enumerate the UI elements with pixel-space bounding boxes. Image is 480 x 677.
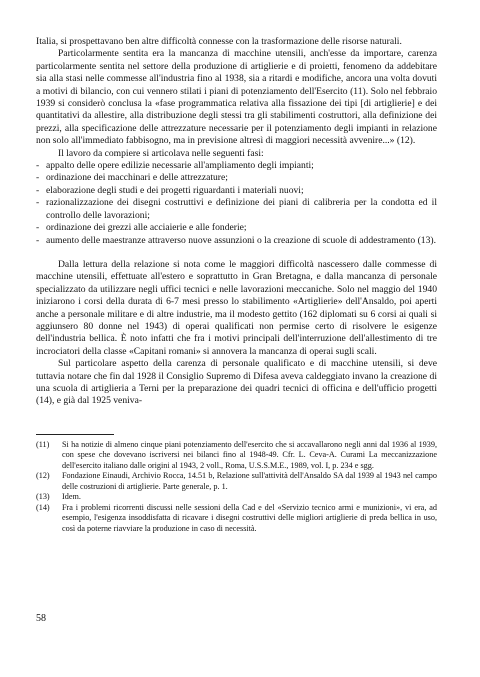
list-item: - ordinazione dei grezzi alle acciaierie e alle fonderie;: [36, 222, 437, 234]
main-text: [36, 36, 437, 408]
list-item: - ordinazione dei macchinari e delle attrezzature;: [36, 172, 437, 184]
footnote-13: [36, 492, 437, 503]
footnote-14: [36, 503, 437, 535]
page-number: 58: [36, 613, 46, 624]
footnote-number: (13): [36, 492, 50, 502]
footnote-divider: [36, 434, 114, 435]
list-item: - elaborazione degli studi e dei progetti riguardanti i materiali nuovi;: [36, 185, 437, 197]
paragraph-3: Il lavoro da compiere si articolava nelle seguenti fasi:: [58, 147, 264, 159]
footnote-text: Idem.: [62, 492, 81, 502]
list-item: - appalto delle opere edilizie necessarie all'ampliamento degli impianti;: [36, 160, 437, 172]
list-item: - aumento delle maestranze attraverso nuove assunzioni o la creazione di scuole di addestramento (13).: [36, 235, 437, 247]
footnote-text: Fra i problemi ricorrenti discussi nelle sessioni della Cad e del «Servizio tecnico armi e munizioni», vi era, ad esempio, l'esigenza insoddisfatta di ricavare i disegni costruttivi delle migliori artiglierie di preda bellica in uso, così da poterne riavviare la produzione in caso di necessità.: [62, 502, 437, 533]
paragraph-5: Sul particolare aspetto della carenza di personale qualificato e di macchine utensili, si deve tuttavia notare che fin dal 1928 il Consiglio Supremo di Difesa aveva caldeggiato invano la creazione di una scuola di artiglieria a Terni per la preparazione dei quadri tecnici di officina e dell'ufficio progetti (14), e già dal 1925 veniva-: [36, 358, 437, 407]
footnote-number: (11): [36, 439, 50, 449]
footnote-text: Si ha notizie di almeno cinque piani potenziamento dell'esercito che si accavallarono negli anni dal 1936 al 1939, con spese che dovevano iscriversi nei bilanci fino al 1948-49. Cfr. L. Ceva-A. Curami La meccanizzazione dell'esercito italiano dalle origini al 1943, 2 voll., Roma, U.S.S.M.E., 1989, vol. I, p. 234 e sgg.: [62, 439, 437, 470]
footnote-number: (14): [36, 502, 50, 512]
footnote-12: [36, 471, 437, 492]
paragraph-1: Italia, si prospettavano ben altre difficoltà connesse con la trasformazione delle risorse naturali.: [36, 36, 402, 47]
footnote-number: (12): [36, 471, 50, 481]
task-list: [36, 160, 437, 247]
footnote-text: Fondazione Einaudi, Archivio Rocca, 14.51 b, Relazione sull'attività dell'Ansaldo SA dal 1939 al 1943 nel campo delle costruzioni di artiglierie. Parte generale, p. 1.: [62, 471, 437, 491]
list-item: - razionalizzazione dei disegni costruttivi e definizione dei piani di calibreria per la condotta ed il controllo delle lavorazioni;: [36, 197, 437, 222]
footnote-11: [36, 440, 437, 472]
paragraph-4: Dalla lettura della relazione si nota come le maggiori difficoltà nascessero dalle commesse di macchine utensili, effettuate all'estero e soprattutto in Gran Bretagna, e dalla mancanza di personale specializzato da utilizzare negli uffici tecnici e nelle lavorazioni meccaniche. Solo nel maggio del 1940 iniziarono i corsi della durata di 6-7 mesi presso lo stabilimento «Artiglierie» dell'Ansaldo, poi aperti anche a personale militare e di altre industrie, ma il modesto gettito (162 diplomati su 6 corsi ai quali si aggiunsero 80 donne nel 1943) di operai qualificati non permise certo di risolvere le esigenze dell'industria bellica. È noto infatti che fra i motivi principali dell'interruzione dell'allestimento di tre incrociatori della classe «Capitani romani» si annovera la mancanza di operai sugli scali.: [36, 258, 437, 357]
footnotes: [36, 440, 437, 535]
paragraph-2: Particolarmente sentita era la mancanza di macchine utensili, anch'esse da importare, carenza particolarmente sentita nel settore della produzione di artiglierie e di proietti, fenomeno da addebitare sia alla stasi nelle commesse all'industria fino al 1938, sia a ritardi e modifiche, ancora una volta dovuti a motivi di bilancio, con cui vennero stilati i piani di potenziamento dell'Esercito (11). Solo nel febbraio 1939 si considerò conclusa la «fase programmatica relativa alla fissazione dei tipi [di artiglierie] e dei quantitativi da allestire, alla distribuzione degli stessi tra gli stabilimenti costruttori, alla definizione dei prezzi, alla specificazione delle attrezzature necessarie per il potenziamento degli impianti in relazione non solo all'immediato fabbisogno, ma in previsione altresì di maggiori necessità avvenire...» (12).: [36, 48, 437, 147]
